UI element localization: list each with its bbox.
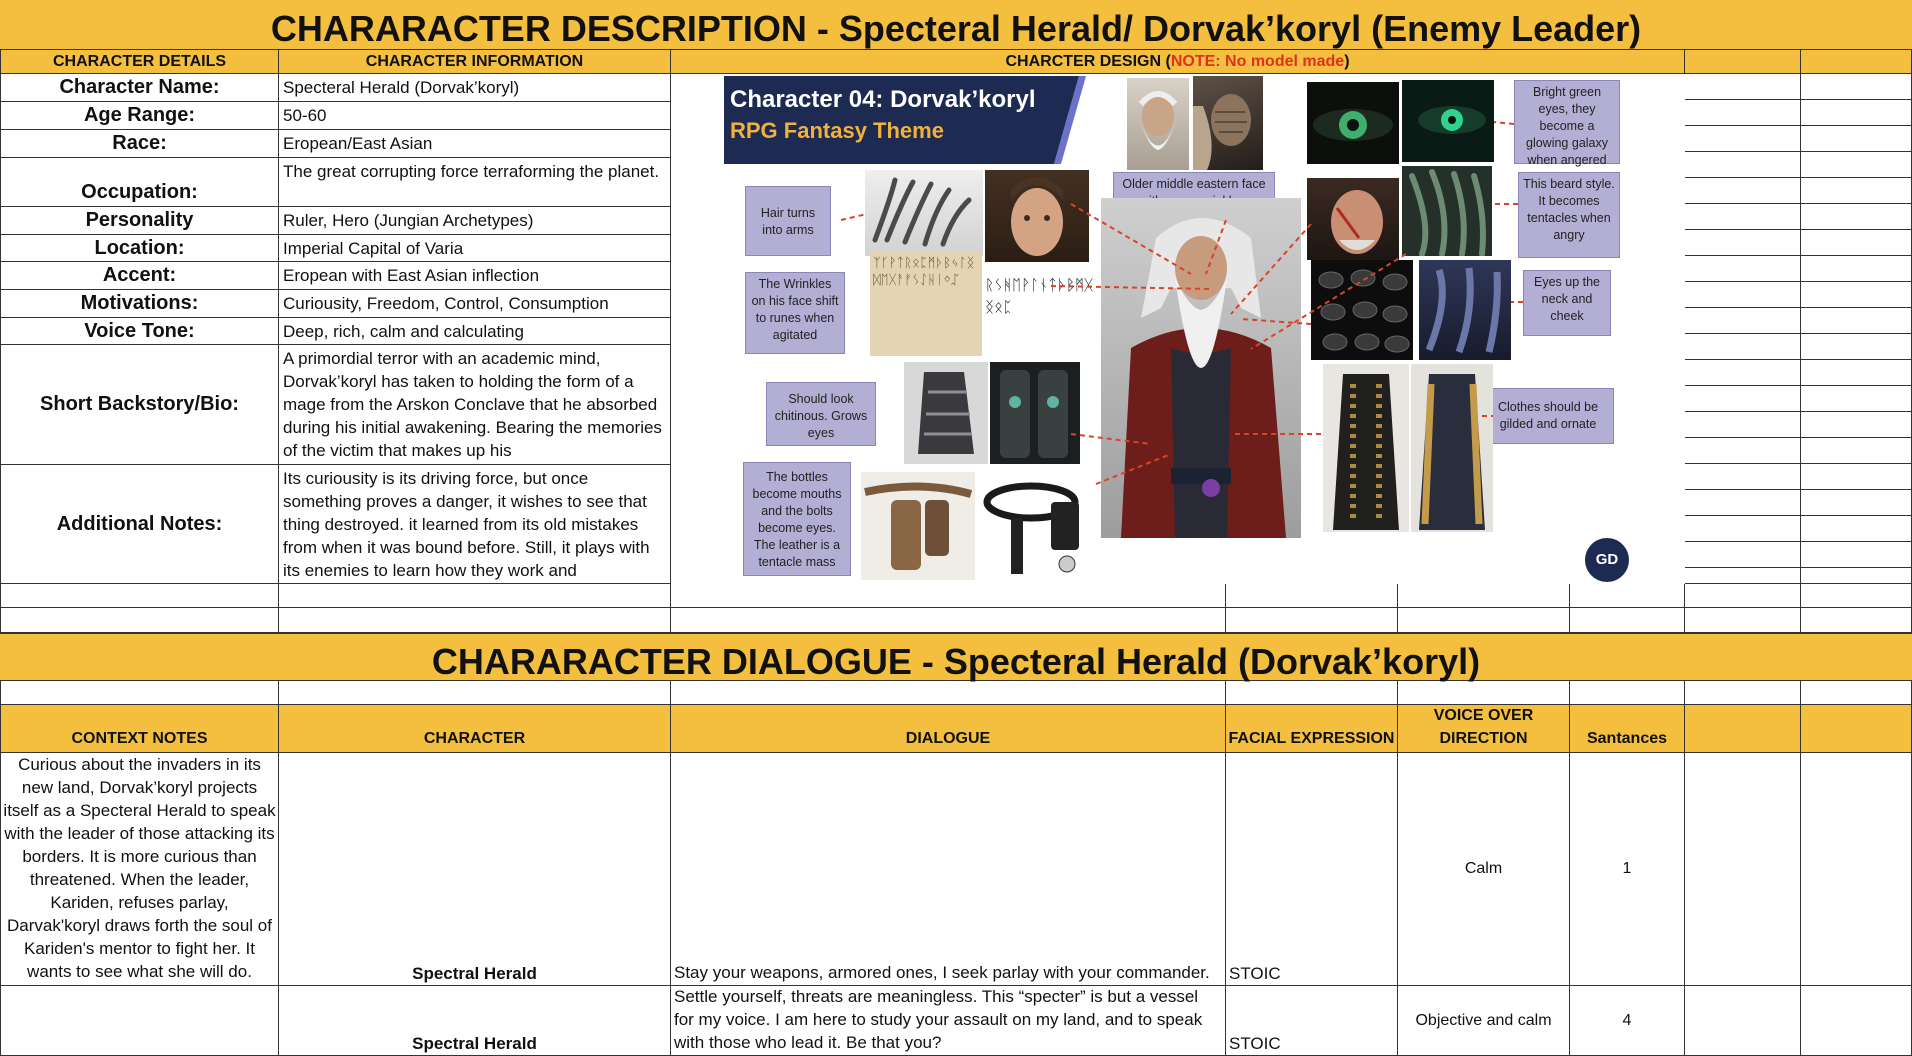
grid-cell[interactable] bbox=[1801, 608, 1912, 633]
dialogue-header-text: CONTEXT NOTES bbox=[71, 730, 208, 747]
detail-value-1[interactable] bbox=[279, 74, 671, 102]
grid-cell[interactable] bbox=[1685, 584, 1801, 608]
dialogue-title-bar bbox=[0, 633, 1912, 681]
grid-cell[interactable] bbox=[1226, 608, 1398, 633]
grid-cell[interactable] bbox=[1685, 608, 1801, 633]
detail-value-text: A primordial terror with an academic mind, Dorvak’koryl has taken to holding the form of a mage from the Arskon Conclave that he absorbed during his initial awakening. Bearing the memories of the victim that makes up his bbox=[283, 349, 662, 460]
grid-cell[interactable] bbox=[1685, 542, 1801, 568]
callout-bottles: The bottles become mouths and the bolts become eyes. The leather is a tentacle mass bbox=[743, 462, 851, 576]
detail-label-10[interactable] bbox=[0, 345, 279, 465]
detail-value-text: Ruler, Hero (Jungian Archetypes) bbox=[283, 211, 534, 230]
grid-cell[interactable] bbox=[1685, 360, 1801, 386]
grid-cell[interactable] bbox=[1801, 282, 1912, 308]
grid-cell[interactable] bbox=[1398, 681, 1570, 705]
dialogue-dialogue-cell[interactable] bbox=[671, 986, 1226, 1056]
character-mood-board bbox=[671, 74, 1685, 584]
detail-label-text: Race: bbox=[112, 132, 167, 154]
grid-cell[interactable] bbox=[1685, 705, 1801, 753]
dialogue-context-cell[interactable] bbox=[0, 753, 279, 986]
dialogue-header-voice[interactable] bbox=[1398, 705, 1570, 753]
dialogue-sentences-text: 4 bbox=[1622, 1011, 1632, 1029]
detail-value-8[interactable] bbox=[279, 290, 671, 318]
grid-cell[interactable] bbox=[1685, 334, 1801, 360]
grid-cell[interactable] bbox=[1226, 681, 1398, 705]
detail-value-text: Curiousity, Freedom, Control, Consumption bbox=[283, 294, 609, 313]
detail-label-3[interactable] bbox=[0, 130, 279, 158]
detail-value-5[interactable] bbox=[279, 207, 671, 235]
detail-value-text: 50-60 bbox=[283, 106, 327, 125]
detail-value-7[interactable] bbox=[279, 262, 671, 290]
detail-value-text: Eropean with East Asian inflection bbox=[283, 266, 540, 285]
grid-cell[interactable] bbox=[1801, 681, 1912, 705]
detail-value-text: Deep, rich, calm and calculating bbox=[283, 322, 524, 341]
detail-label-text: Short Backstory/Bio: bbox=[40, 393, 239, 415]
grid-cell[interactable] bbox=[1801, 360, 1912, 386]
detail-value-text: Imperial Capital of Varia bbox=[283, 239, 464, 258]
dialogue-facial-cell[interactable] bbox=[1226, 986, 1398, 1056]
grid-cell[interactable] bbox=[1685, 516, 1801, 542]
grid-cell[interactable] bbox=[1685, 464, 1801, 490]
rune-parchment-text: ᛉᚴᚹᛏᚱᛟᛈᛗᚦᛒᛃᛚᛝᛞᛖᚷᚨᚠᛊᛇᚺᛁᛜᛢ bbox=[873, 256, 975, 288]
grid-cell[interactable] bbox=[279, 584, 671, 608]
detail-value-text: Eropean/East Asian bbox=[283, 134, 433, 153]
grid-cell[interactable] bbox=[1801, 516, 1912, 542]
callout-neck: Eyes up the neck and cheek bbox=[1523, 270, 1611, 336]
detail-label-4[interactable] bbox=[0, 158, 279, 207]
detail-label-2[interactable] bbox=[0, 102, 279, 130]
callout-beard: This beard style. It becomes tentacles when angry bbox=[1518, 172, 1620, 258]
detail-label-text: Personality bbox=[85, 209, 194, 231]
grid-cell[interactable] bbox=[1801, 464, 1912, 490]
grid-cell[interactable] bbox=[1801, 705, 1912, 753]
dialogue-header-character[interactable] bbox=[279, 705, 671, 753]
col-header-details[interactable]: CHARACTER DETAILS bbox=[0, 50, 279, 74]
grid-cell[interactable] bbox=[1685, 178, 1801, 204]
grid-cell[interactable] bbox=[1801, 568, 1912, 584]
grid-cell[interactable] bbox=[1801, 308, 1912, 334]
grid-cell[interactable] bbox=[1801, 438, 1912, 464]
col-header-info[interactable]: CHARACTER INFORMATION bbox=[279, 50, 671, 74]
detail-label-text: Location: bbox=[94, 236, 185, 259]
grid-cell[interactable] bbox=[1685, 308, 1801, 334]
dialogue-header-text: VOICE OVER DIRECTION bbox=[1433, 707, 1534, 747]
grid-cell[interactable] bbox=[1801, 126, 1912, 152]
banner-title: Character 04: Dorvak’koryl bbox=[730, 86, 1036, 113]
grid-cell[interactable] bbox=[1226, 584, 1398, 608]
dialogue-context-cell[interactable] bbox=[0, 986, 279, 1056]
grid-cell[interactable] bbox=[1801, 50, 1912, 74]
detail-value-11[interactable] bbox=[279, 465, 671, 584]
dialogue-facial-cell[interactable] bbox=[1226, 753, 1398, 986]
dialogue-sentences-text: 1 bbox=[1622, 860, 1632, 877]
description-title: CHARARACTER DESCRIPTION - Specteral Herald/ Dorvak’koryl (Enemy Leader) bbox=[270, 8, 1642, 49]
detail-label-8[interactable] bbox=[0, 290, 279, 318]
annotation-arrows bbox=[671, 74, 1685, 584]
banner-subtitle: RPG Fantasy Theme bbox=[730, 118, 944, 143]
grid-cell[interactable] bbox=[1685, 490, 1801, 516]
dialogue-header-text: Santances bbox=[1586, 730, 1668, 747]
grid-cell[interactable] bbox=[671, 608, 1226, 633]
grid-cell[interactable] bbox=[1801, 986, 1912, 1056]
grid-cell[interactable] bbox=[1685, 152, 1801, 178]
detail-label-1[interactable] bbox=[0, 74, 279, 102]
col-header-design[interactable] bbox=[671, 50, 1685, 74]
dialogue-header-text: FACIAL EXPRESSION bbox=[1228, 730, 1395, 747]
callout-face: Older middle eastern face bbox=[1113, 172, 1275, 220]
grid-cell[interactable] bbox=[1685, 230, 1801, 256]
detail-label-7[interactable] bbox=[0, 262, 279, 290]
grid-cell[interactable] bbox=[1685, 438, 1801, 464]
grid-cell[interactable] bbox=[1685, 412, 1801, 438]
dialogue-character-cell[interactable] bbox=[279, 986, 671, 1056]
grid-cell[interactable] bbox=[1685, 256, 1801, 282]
detail-label-11[interactable] bbox=[0, 465, 279, 584]
design-header-prefix: CHARCTER DESIGN ( bbox=[1005, 53, 1171, 70]
dialogue-sentences-cell[interactable] bbox=[1570, 986, 1685, 1056]
grid-cell[interactable] bbox=[1398, 608, 1570, 633]
grid-cell[interactable] bbox=[1685, 126, 1801, 152]
grid-cell[interactable] bbox=[0, 681, 279, 705]
grid-cell[interactable] bbox=[1685, 74, 1801, 100]
detail-value-3[interactable] bbox=[279, 130, 671, 158]
grid-cell[interactable] bbox=[0, 608, 279, 633]
grid-cell[interactable] bbox=[1801, 490, 1912, 516]
logo-text: GD bbox=[1595, 551, 1619, 568]
grid-cell[interactable] bbox=[1570, 608, 1685, 633]
grid-cell[interactable] bbox=[671, 584, 1226, 608]
grid-cell[interactable] bbox=[1801, 178, 1912, 204]
dialogue-voice-cell[interactable] bbox=[1398, 986, 1570, 1056]
dialogue-voice-text: Calm bbox=[1464, 860, 1503, 877]
dialogue-header-context[interactable] bbox=[0, 705, 279, 753]
grid-cell[interactable] bbox=[1570, 681, 1685, 705]
grid-cell[interactable] bbox=[1685, 282, 1801, 308]
dialogue-character-text: Spectral Herald bbox=[412, 1034, 537, 1053]
grid-cell[interactable] bbox=[1685, 568, 1801, 584]
dialogue-header-text: DIALOGUE bbox=[905, 730, 991, 747]
grid-cell[interactable] bbox=[671, 681, 1226, 705]
detail-label-text: Occupation: bbox=[81, 181, 198, 203]
detail-label-6[interactable] bbox=[0, 235, 279, 262]
grid-cell[interactable] bbox=[1801, 74, 1912, 100]
grid-cell[interactable] bbox=[1398, 584, 1570, 608]
dialogue-header-sentences[interactable] bbox=[1570, 705, 1685, 753]
grid-cell[interactable] bbox=[1685, 50, 1801, 74]
detail-value-text: Its curiousity is its driving force, but once something proves a danger, it wishes to see that thing destroyed. it learned from its old mistakes from when it was bound before. Still, it plays with its enemies to learn how they work and bbox=[283, 469, 650, 580]
grid-cell[interactable] bbox=[1685, 986, 1801, 1056]
detail-value-6[interactable] bbox=[279, 235, 671, 262]
dialogue-facial-text: STOIC bbox=[1229, 964, 1281, 983]
grid-cell[interactable] bbox=[1685, 100, 1801, 126]
callout-eyes: Bright green eyes, they become a glowing galaxy when angered bbox=[1514, 80, 1620, 164]
dialogue-header-dialogue[interactable] bbox=[671, 705, 1226, 753]
grid-cell[interactable] bbox=[1801, 204, 1912, 230]
rune-glyphs-text: ᚱᛊᚻᛖᚹᛚᚾᛏᚦᛒᛗᚷᛝᛟᛈ bbox=[985, 276, 1094, 316]
dialogue-voice-cell[interactable] bbox=[1398, 753, 1570, 986]
grid-cell[interactable] bbox=[1801, 152, 1912, 178]
design-header-suffix: ) bbox=[1344, 53, 1350, 70]
dialogue-facial-text: STOIC bbox=[1229, 1034, 1281, 1053]
grid-cell[interactable] bbox=[1801, 584, 1912, 608]
grid-cell[interactable] bbox=[1801, 230, 1912, 256]
dialogue-dialogue-cell[interactable] bbox=[671, 753, 1226, 986]
callout-hair: Hair turns into arms bbox=[745, 186, 831, 256]
detail-value-text: Specteral Herald (Dorvak’koryl) bbox=[283, 78, 520, 97]
grid-cell[interactable] bbox=[1570, 584, 1685, 608]
grid-cell[interactable] bbox=[0, 584, 279, 608]
grid-cell[interactable] bbox=[1685, 681, 1801, 705]
description-title-bar bbox=[0, 0, 1912, 50]
callout-chitin: Should look chitinous. Grows eyes bbox=[766, 382, 876, 446]
detail-label-text: Accent: bbox=[102, 264, 177, 286]
dialogue-dialogue-text: Settle yourself, threats are meaningless. This “specter” is but a vessel for my voice. I am here to study your assault on my land, and to speak with those who lead it. Be that you? bbox=[674, 987, 1203, 1052]
dialogue-voice-text: Objective and calm bbox=[1415, 1011, 1552, 1029]
grid-cell[interactable] bbox=[1801, 100, 1912, 126]
dialogue-context-text: Curious about the invaders in its new land, Dorvak’koryl projects itself as a Specteral Herald to speak with the leader of those attacking its borders. It is more curious than threatened. When the leader, Kariden, refuses parlay, Darvak'koryl draws forth the soul of Kariden's mentor to fight her. It wants to see what she will do. bbox=[3, 755, 276, 981]
grid-cell[interactable] bbox=[1685, 753, 1801, 986]
grid-cell[interactable] bbox=[279, 681, 671, 705]
dialogue-header-text: CHARACTER bbox=[423, 730, 526, 747]
detail-value-9[interactable] bbox=[279, 318, 671, 345]
grid-cell[interactable] bbox=[1685, 386, 1801, 412]
detail-label-5[interactable] bbox=[0, 207, 279, 235]
grid-cell[interactable] bbox=[1801, 753, 1912, 986]
dialogue-title: CHARARACTER DIALOGUE - Specteral Herald (Dorvak’koryl) bbox=[431, 641, 1481, 682]
detail-value-2[interactable] bbox=[279, 102, 671, 130]
detail-value-10[interactable] bbox=[279, 345, 671, 465]
dialogue-header-facial[interactable] bbox=[1226, 705, 1398, 753]
grid-cell[interactable] bbox=[1801, 256, 1912, 282]
grid-cell[interactable] bbox=[1801, 386, 1912, 412]
callout-clothes: Clothes should be gilded and ornate bbox=[1482, 388, 1614, 444]
dialogue-sentences-cell[interactable] bbox=[1570, 753, 1685, 986]
grid-cell[interactable] bbox=[1685, 204, 1801, 230]
dialogue-character-text: Spectral Herald bbox=[412, 964, 537, 983]
grid-cell[interactable] bbox=[1801, 412, 1912, 438]
dialogue-character-cell[interactable] bbox=[279, 753, 671, 986]
detail-label-text: Motivations: bbox=[80, 292, 199, 314]
dialogue-dialogue-text: Stay your weapons, armored ones, I seek parlay with your commander. bbox=[674, 963, 1210, 982]
design-header-note: NOTE: No model made bbox=[1170, 53, 1345, 70]
detail-label-text: Character Name: bbox=[59, 76, 220, 98]
detail-label-text: Voice Tone: bbox=[84, 319, 195, 342]
grid-cell[interactable] bbox=[279, 608, 671, 633]
callout-wrinkles: The Wrinkles on his face shift to runes when agitated bbox=[745, 272, 845, 354]
grid-cell[interactable] bbox=[1801, 542, 1912, 568]
detail-label-9[interactable] bbox=[0, 318, 279, 345]
detail-value-text: The great corrupting force terraforming the planet. bbox=[283, 162, 660, 181]
detail-label-text: Age Range: bbox=[83, 104, 196, 126]
detail-label-text: Additional Notes: bbox=[56, 512, 223, 535]
detail-value-4[interactable] bbox=[279, 158, 671, 207]
grid-cell[interactable] bbox=[1801, 334, 1912, 360]
